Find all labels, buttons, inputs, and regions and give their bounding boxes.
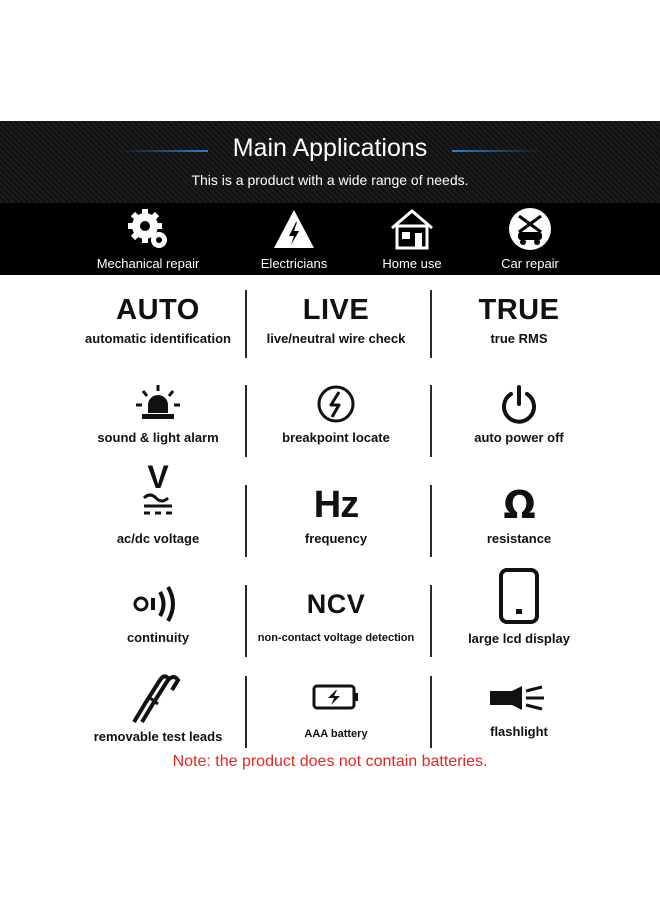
feature-battery	[236, 683, 436, 743]
app-label: Car repair	[501, 256, 559, 271]
voltage-symbol-icon	[138, 460, 178, 522]
feature-frequency	[236, 484, 436, 548]
feature-label: ac/dc voltage	[116, 531, 200, 546]
car-repair-icon	[507, 206, 553, 252]
feature-label: non-contact voltage detection	[257, 632, 415, 644]
feature-title: TRUE	[478, 294, 560, 326]
feature-flashlight	[419, 683, 619, 741]
app-mechanical-repair	[73, 206, 223, 274]
flashlight-icon	[488, 683, 550, 713]
feature-label: AAA battery	[304, 728, 368, 740]
high-voltage-icon	[271, 206, 317, 252]
feature-label: live/neutral wire check	[266, 331, 406, 346]
feature-alarm	[58, 383, 258, 447]
test-leads-icon	[130, 672, 186, 724]
feature-label: sound & light alarm	[97, 430, 219, 445]
feature-title: NCV	[306, 589, 366, 619]
feature-breakpoint	[236, 383, 436, 447]
power-icon	[498, 383, 540, 425]
feature-title: LIVE	[302, 294, 370, 326]
feature-label: flashlight	[490, 724, 548, 739]
app-label: Electricians	[260, 256, 328, 271]
phone-display-icon	[498, 568, 540, 624]
breakpoint-icon	[315, 383, 357, 425]
feature-auto-power-off	[419, 383, 619, 447]
page-title: Main Applications	[232, 134, 428, 162]
feature-auto	[58, 293, 258, 348]
app-car-repair	[455, 206, 605, 274]
page-subtitle: This is a product with a wide range of needs.	[191, 172, 469, 188]
feature-true-rms	[419, 293, 619, 348]
ohm-icon: Ω	[503, 483, 535, 527]
feature-ncv	[236, 587, 436, 647]
app-label: Home use	[382, 256, 442, 271]
feature-resistance	[419, 484, 619, 548]
alarm-light-icon	[133, 383, 183, 423]
feature-label: frequency	[304, 531, 368, 546]
feature-live	[236, 293, 436, 348]
feature-test-leads	[58, 672, 258, 746]
feature-label: removable test leads	[93, 729, 223, 744]
feature-label: resistance	[486, 531, 552, 546]
voltage-symbol: V	[147, 460, 169, 495]
feature-continuity	[58, 583, 258, 647]
feature-label: continuity	[126, 630, 190, 645]
battery-note: Note: the product does not contain batteries.	[172, 753, 488, 770]
feature-label: auto power off	[474, 430, 564, 445]
feature-label: breakpoint locate	[282, 430, 390, 445]
feature-title: Hz	[313, 484, 359, 526]
app-label: Mechanical repair	[96, 256, 200, 271]
feature-voltage	[58, 460, 258, 548]
feature-label: true RMS	[490, 331, 548, 346]
feature-label: automatic identification	[85, 331, 231, 346]
house-icon	[389, 206, 435, 252]
feature-label: large lcd display	[468, 631, 570, 646]
battery-icon	[312, 683, 360, 711]
feature-title: AUTO	[116, 294, 200, 326]
continuity-icon	[132, 583, 184, 625]
feature-lcd	[419, 568, 619, 648]
gears-icon	[125, 206, 171, 252]
